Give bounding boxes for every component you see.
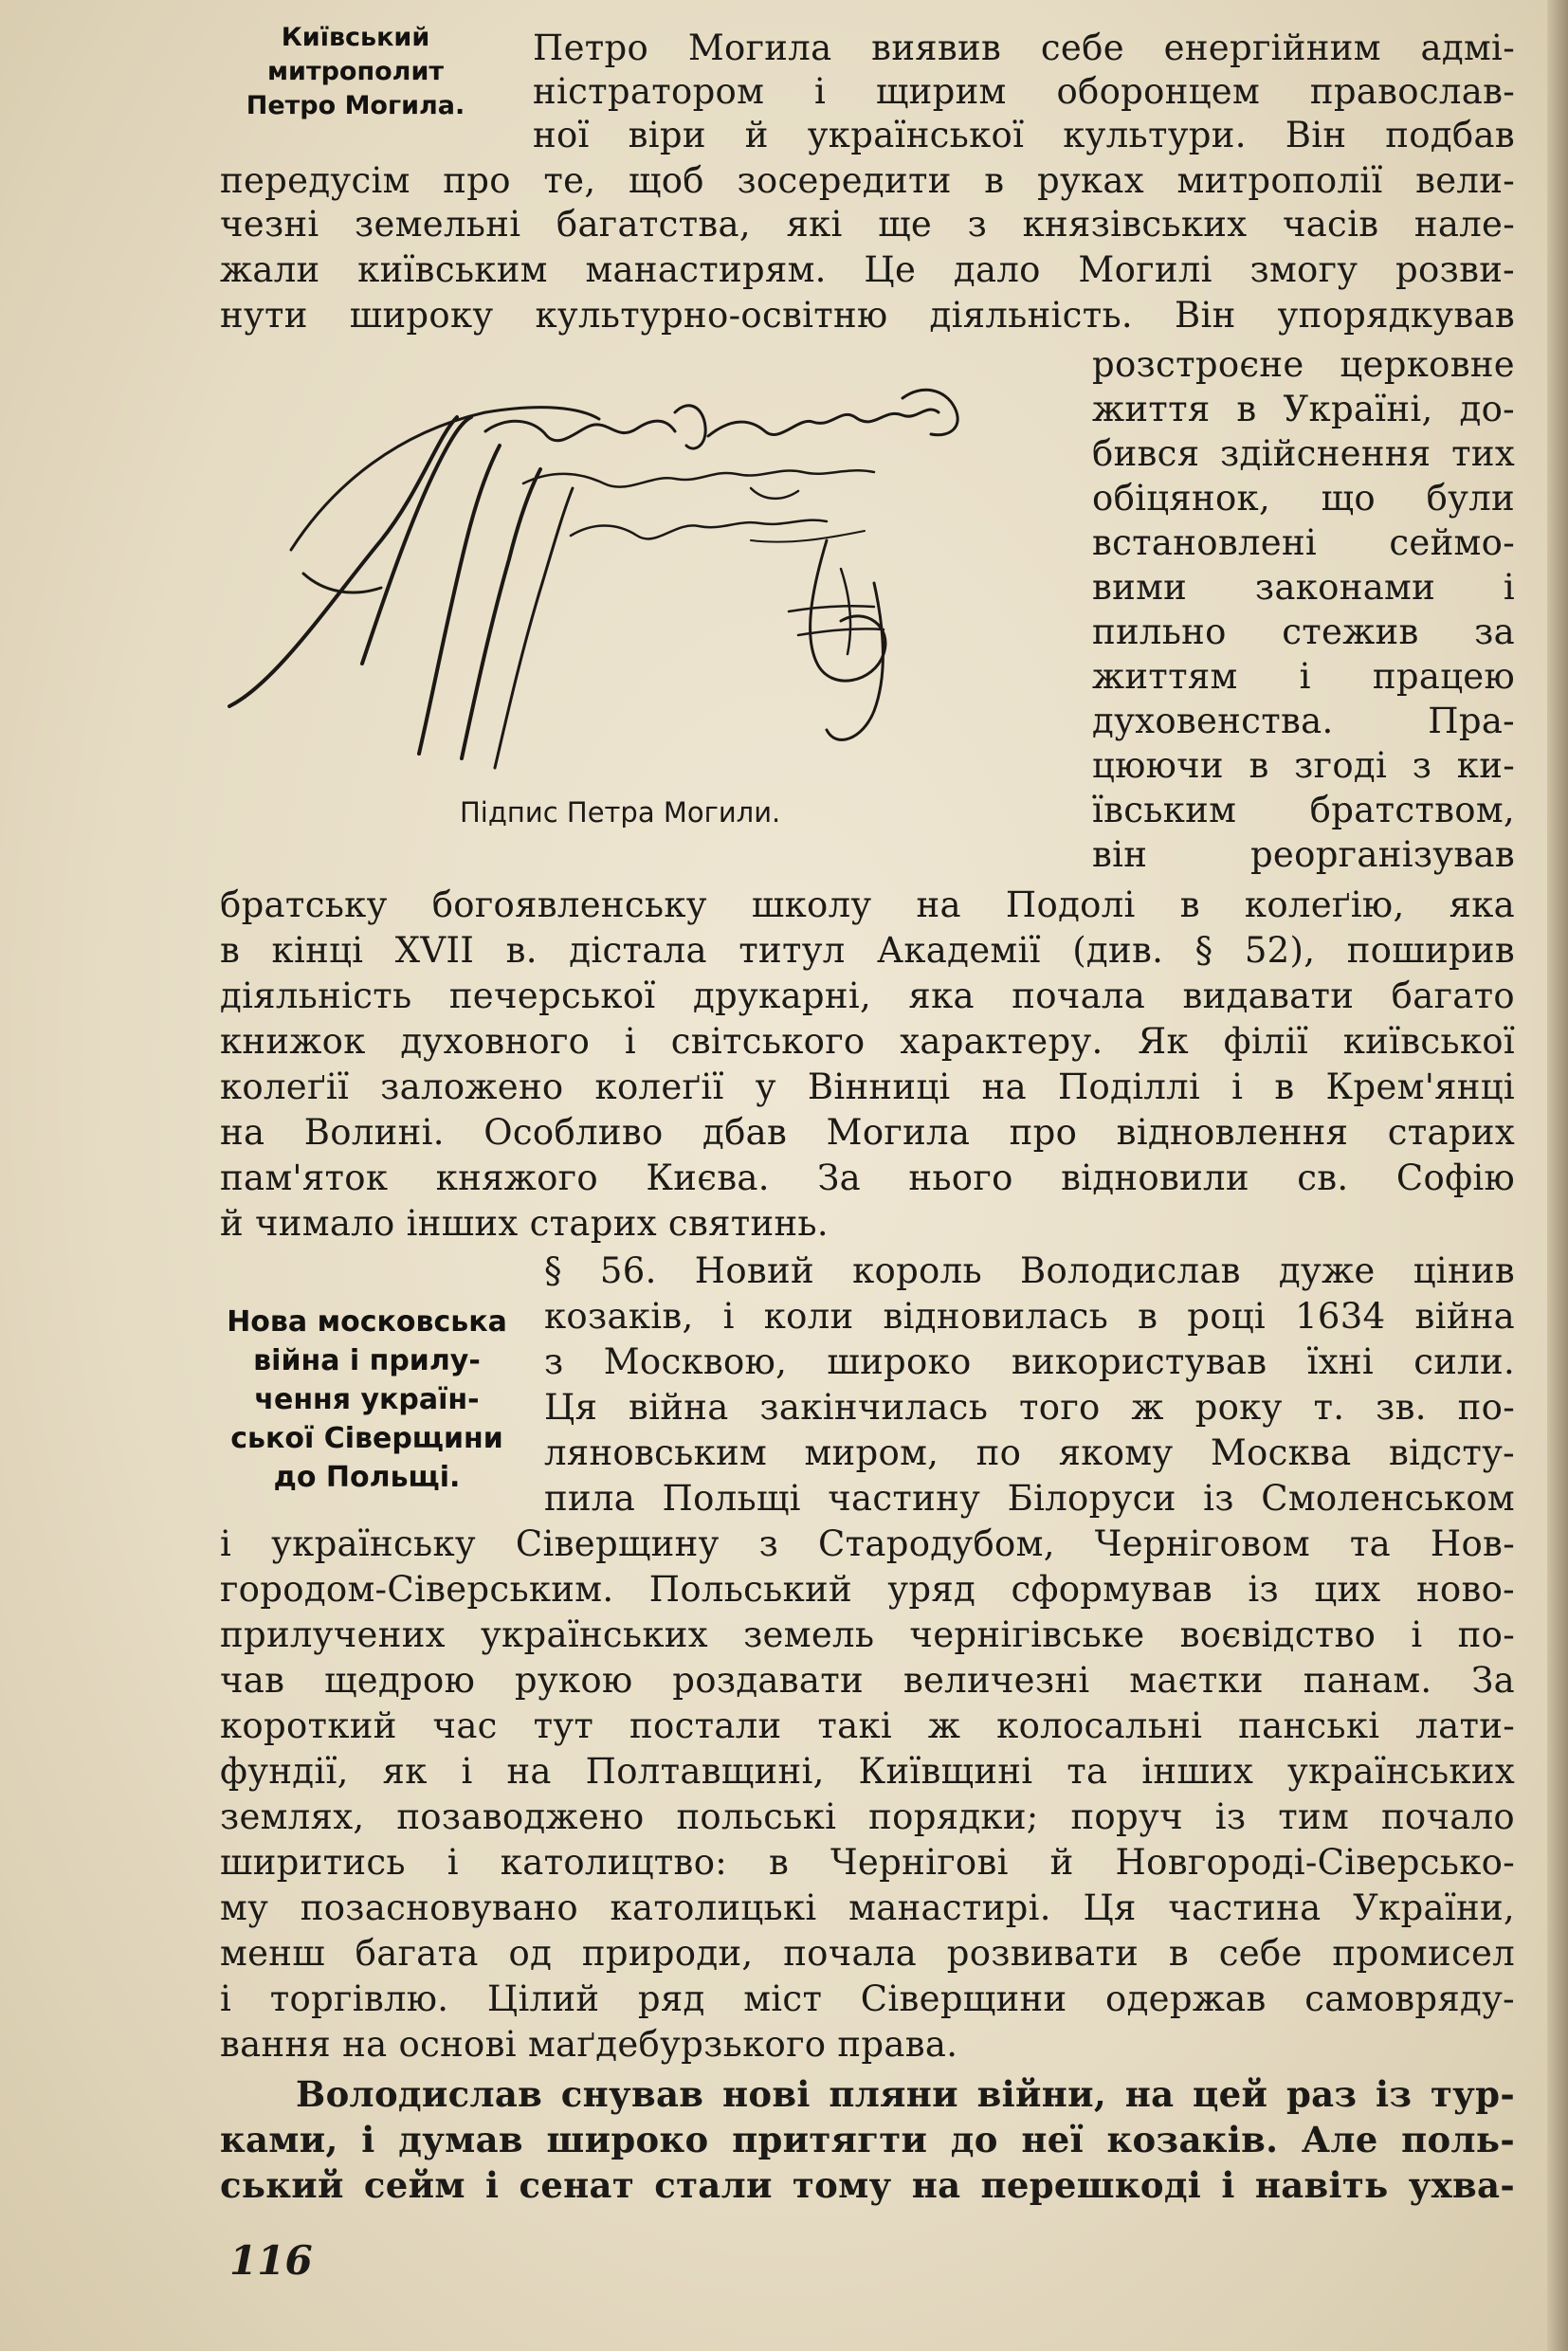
marginal-note-line: ської Сіверщини (230, 1422, 503, 1455)
text-line: нути широку культурно-освітню діяльність. Він упорядкував (220, 295, 1515, 336)
text-line: і українську Сіверщину з Стародубом, Черніговом та Нов- (220, 1523, 1515, 1564)
text-line: чав щедрою рукою роздавати величезні маєтки панам. За (220, 1660, 1515, 1701)
text-line: менш багата од природи, почала розвивати в себе промисел (220, 1933, 1515, 1974)
text-line: розстроєне церковне (1092, 344, 1515, 385)
marginal-note-line: Київський (281, 23, 430, 52)
text-line: братську богоявленську школу на Подолі в колеґію, яка (220, 884, 1515, 925)
text-line: й чимало інших старих святинь. (220, 1203, 829, 1244)
text-line: встановлені сеймо- (1092, 522, 1515, 563)
text-line: короткий час тут постали такі ж колосальні панські лати- (220, 1705, 1515, 1746)
text-line: вими законами і (1092, 567, 1515, 608)
text-line: вання на основі маґдебурзького права. (220, 2024, 958, 2065)
text-line: Ця війна закінчилась того ж року т. зв. по- (544, 1387, 1515, 1428)
text-line: колеґії заложено колеґії у Вінниці на Поділлі і в Крем'янці (220, 1066, 1515, 1107)
marginal-note-line: Петро Могила. (246, 91, 465, 120)
marginal-note-line: чення україн- (254, 1383, 480, 1416)
text-line: життям і працею (1092, 656, 1515, 697)
text-line: фундії, як і на Полтавщині, Київщині та інших українських (220, 1751, 1515, 1792)
text-line: землях, позаводжено польські порядки; поруч із тим почало (220, 1796, 1515, 1837)
text-line: пила Польщі частину Білоруси із Смоленськом (544, 1478, 1515, 1519)
text-line: книжок духовного і світського характеру. Як філії київської (220, 1021, 1515, 1062)
marginal-note-line: митрополит (266, 57, 445, 86)
text-line: жали київським манастирям. Це дало Могилі змогу розви- (220, 249, 1515, 290)
text-line: в кінці XVII в. дістала титул Академії (див. § 52), поширив (220, 930, 1515, 971)
text-line: обіцянок, що були (1092, 478, 1515, 519)
marginal-note-line: до Польщі. (273, 1461, 461, 1494)
text-line: життя в Україні, до- (1092, 389, 1515, 429)
text-line: ками, і думав широко притягти до неї козаків. Але поль- (220, 2119, 1515, 2160)
text-line: ністратором і щирим оборонцем православ- (533, 71, 1515, 112)
marginal-note-line: війна і прилу- (253, 1344, 481, 1377)
page-number: 116 (229, 2237, 313, 2284)
text-line: діяльність печерської друкарні, яка почала видавати багато (220, 975, 1515, 1016)
text-line: му позасновувано католицькі манастирі. Ця частина України, (220, 1887, 1515, 1928)
text-line: з Москвою, широко використував їхні сили. (544, 1341, 1515, 1382)
text-line: цюючи в згоді з ки- (1092, 745, 1515, 786)
text-line: пам'яток княжого Києва. За нього відновили св. Софію (220, 1157, 1515, 1198)
marginal-note-mohyla (213, 21, 498, 123)
page-edge (1547, 0, 1568, 2351)
text-line: на Волині. Особливо дбав Могила про відновлення старих (220, 1112, 1515, 1153)
text-line: городом-Сіверським. Польський уряд сформував із цих ново- (220, 1569, 1515, 1610)
text-line: пильно стежив за (1092, 611, 1515, 652)
text-line: духовенства. Пра- (1092, 701, 1515, 741)
text-line: ляновським миром, по якому Москва відсту- (544, 1432, 1515, 1473)
text-line: ширитись і католицтво: в Чернігові й Новгороді-Сіверсько- (220, 1842, 1515, 1883)
text-line: передусім про те, щоб зосередити в руках митрополії вели- (220, 160, 1515, 201)
marginal-note-moscow-war (210, 1303, 523, 1497)
text-line: ної віри й української культури. Він подбав (533, 115, 1515, 155)
text-line: ївським братством, (1092, 790, 1515, 830)
signature-illustration (220, 379, 1054, 796)
text-line: він реорганізував (1092, 834, 1515, 875)
text-line: Петро Могила виявив себе енергійним адмі- (533, 27, 1515, 68)
text-line: чезні земельні багатства, які ще з князівських часів нале- (220, 204, 1515, 245)
text-line: і торгівлю. Цілий ряд міст Сіверщини одержав самовряду- (220, 1978, 1515, 2019)
signature-drawing (220, 379, 1054, 796)
text-line: козаків, і коли відновилась в році 1634 війна (544, 1296, 1515, 1337)
section-56-heading: § 56. Новий король Володислав дуже цінив (544, 1250, 1515, 1291)
text-line: прилучених українських земель чернігівське воєвідство і по- (220, 1614, 1515, 1655)
text-line: ський сейм і сенат стали тому на перешкоді і навіть ухва- (220, 2164, 1515, 2206)
signature-caption: Підпис Петра Могили. (460, 796, 781, 829)
text-line: бився здійснення тих (1092, 433, 1515, 474)
text-line: Володислав снував нові пляни війни, на цей раз із тур- (296, 2073, 1515, 2115)
marginal-note-line: Нова московська (227, 1305, 507, 1339)
